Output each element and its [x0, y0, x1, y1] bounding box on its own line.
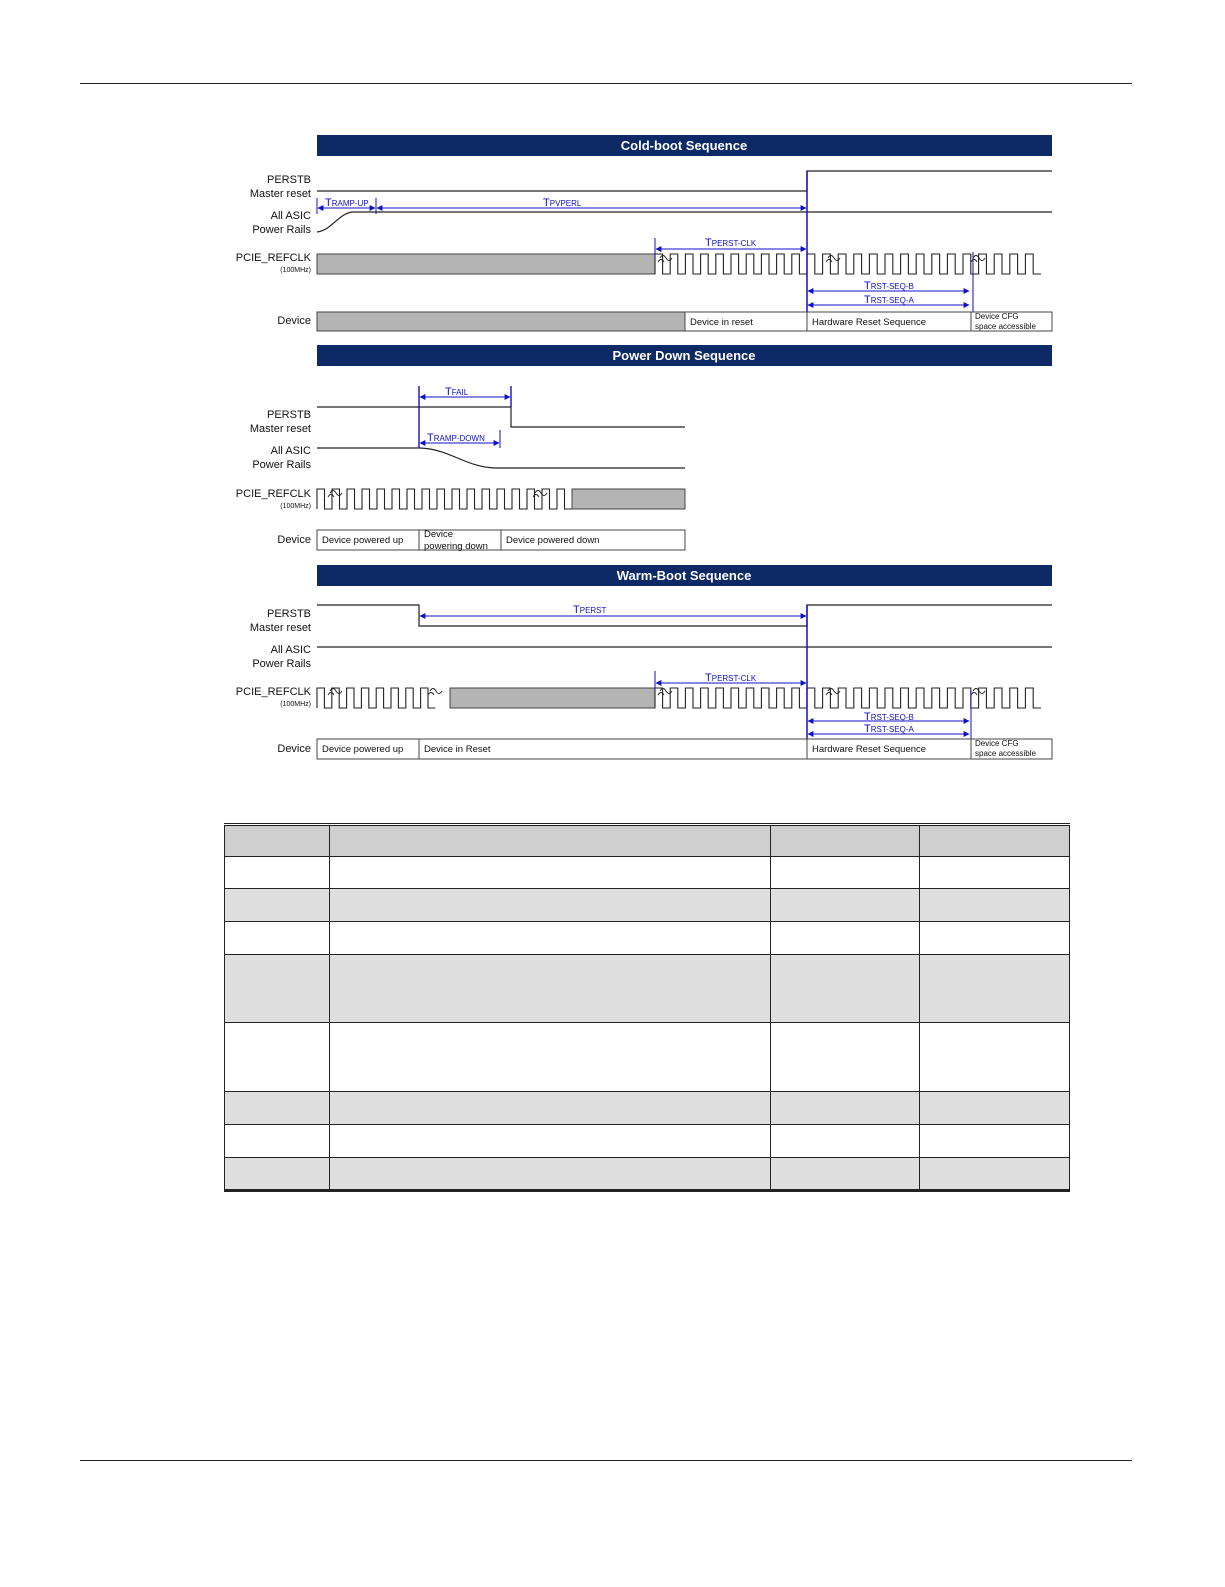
perstb-label: PERSTB — [266, 409, 311, 421]
perstb-waveform — [317, 407, 685, 427]
cfg-accessible-line1: Device CFG — [975, 739, 1019, 748]
warm-boot-title: Warm-Boot Sequence — [616, 568, 752, 583]
master-reset-label: Master reset — [249, 622, 311, 634]
table-row — [225, 889, 1070, 922]
master-reset-label: Master reset — [249, 423, 311, 435]
t-fail-sub: FAIL — [451, 388, 469, 397]
t-ramp-up-label — [325, 197, 369, 209]
table-header-cell — [329, 825, 770, 857]
table-header-row — [225, 825, 1070, 857]
refclk-waveform-2 — [655, 688, 807, 708]
t-pvperl-label — [543, 197, 582, 209]
refclk-waveform — [317, 489, 572, 509]
clock-break-icon — [428, 689, 442, 696]
device-powered-down-text: Device powered down — [506, 535, 600, 546]
cfg-accessible-line2: space accessible — [975, 749, 1036, 758]
refclk-label: PCIE_REFCLK — [235, 686, 311, 698]
refclk-waveform-1 — [317, 688, 435, 708]
power-down-section — [236, 345, 1052, 552]
perstb-waveform — [317, 171, 1052, 191]
t-ramp-up-sub: RAMP-UP — [331, 199, 369, 208]
t-fail-t: T — [445, 386, 452, 398]
refclk-freq-label: (100MHz) — [280, 701, 311, 708]
clock-break-icon — [533, 491, 547, 498]
clock-break-icon — [328, 689, 342, 696]
t-pvperl-sub: PVPERL — [549, 199, 582, 208]
timing-diagram — [0, 0, 1225, 790]
refclk-freq-label: (100MHz) — [280, 503, 311, 510]
device-powered-up-text: Device powered up — [322, 744, 404, 755]
power-rails-label: Power Rails — [252, 658, 311, 670]
table-header-cell — [920, 825, 1070, 857]
hw-reset-seq-text: Hardware Reset Sequence — [812, 317, 927, 328]
device-in-reset-text: Device in reset — [690, 317, 753, 328]
t-rst-seq-b-sub: RST-SEQ-B — [870, 713, 914, 722]
cold-boot-title: Cold-boot Sequence — [620, 138, 748, 153]
t-rst-seq-a-label — [864, 723, 915, 735]
power-rails-label: Power Rails — [252, 459, 311, 471]
cold-boot-section — [236, 135, 1052, 331]
refclk-off-region — [317, 254, 655, 274]
master-reset-label: Master reset — [249, 188, 311, 200]
refclk-waveform-2 — [807, 254, 1041, 274]
t-pvperl-t: T — [543, 197, 550, 209]
refclk-freq-label: (100MHz) — [280, 267, 311, 274]
device-powered-up-text: Device powered up — [322, 535, 404, 546]
t-fail-label — [445, 386, 469, 398]
t-rst-seq-a-sub: RST-SEQ-A — [870, 296, 914, 305]
perstb-label: PERSTB — [266, 174, 311, 186]
refclk-label: PCIE_REFCLK — [235, 252, 311, 264]
refclk-off-region — [572, 489, 685, 509]
device-powering-line1: Device — [424, 529, 454, 540]
t-perst-clk-label — [705, 237, 757, 249]
power-rails-waveform — [317, 448, 685, 468]
table-header-cell — [771, 825, 920, 857]
refclk-waveform-1 — [655, 254, 807, 274]
hw-reset-seq-text: Hardware Reset Sequence — [812, 744, 927, 755]
t-rst-seq-b-label — [864, 280, 914, 292]
device-in-reset-text: Device in Reset — [424, 744, 491, 755]
refclk-label: PCIE_REFCLK — [235, 488, 311, 500]
t-rst-seq-b-t: T — [864, 711, 871, 723]
table-row — [225, 857, 1070, 889]
t-rst-seq-a-t: T — [864, 294, 871, 306]
t-rst-seq-b-label — [864, 711, 914, 723]
table-row — [225, 1092, 1070, 1125]
t-perst-clk-sub: PERST-CLK — [711, 674, 757, 683]
t-perst-sub: PERST — [579, 606, 607, 615]
t-ramp-down-sub: RAMP-DOWN — [433, 434, 485, 443]
device-label: Device — [277, 534, 311, 546]
all-asic-label: All ASIC — [270, 445, 311, 457]
t-rst-seq-a-label — [864, 294, 915, 306]
t-perst-label — [573, 604, 607, 616]
table-row — [225, 1158, 1070, 1191]
device-label: Device — [277, 743, 311, 755]
t-rst-seq-b-sub: RST-SEQ-B — [870, 282, 914, 291]
timing-spec-table — [224, 823, 1070, 1192]
clock-break-icon — [971, 689, 985, 696]
power-rails-waveform — [317, 212, 1052, 232]
cfg-accessible-line2: space accessible — [975, 322, 1036, 331]
t-perst-clk-t: T — [705, 672, 712, 684]
t-perst-clk-t: T — [705, 237, 712, 249]
t-perst-clk-label — [705, 672, 757, 684]
table-row — [225, 1023, 1070, 1092]
cfg-accessible-line1: Device CFG — [975, 312, 1019, 321]
table-row — [225, 922, 1070, 955]
warm-boot-section — [236, 565, 1052, 759]
t-ramp-up-t: T — [325, 197, 332, 209]
power-down-title: Power Down Sequence — [612, 348, 756, 363]
t-perst-clk-sub: PERST-CLK — [711, 239, 757, 248]
table-row — [225, 955, 1070, 1023]
device-off-region — [317, 312, 685, 331]
all-asic-label: All ASIC — [270, 210, 311, 222]
table-row — [225, 1125, 1070, 1158]
device-label: Device — [277, 315, 311, 327]
power-rails-label: Power Rails — [252, 224, 311, 236]
refclk-waveform-3 — [807, 688, 1041, 708]
t-rst-seq-a-sub: RST-SEQ-A — [870, 725, 914, 734]
t-ramp-down-label — [427, 432, 485, 444]
t-rst-seq-b-t: T — [864, 280, 871, 292]
t-perst-t: T — [573, 604, 580, 616]
refclk-off-region — [450, 688, 655, 708]
table-header-cell — [225, 825, 330, 857]
all-asic-label: All ASIC — [270, 644, 311, 656]
device-powering-line2: powering down — [424, 541, 488, 552]
perstb-label: PERSTB — [266, 608, 311, 620]
bottom-rule — [80, 1460, 1132, 1461]
t-rst-seq-a-t: T — [864, 723, 871, 735]
t-ramp-down-t: T — [427, 432, 434, 444]
